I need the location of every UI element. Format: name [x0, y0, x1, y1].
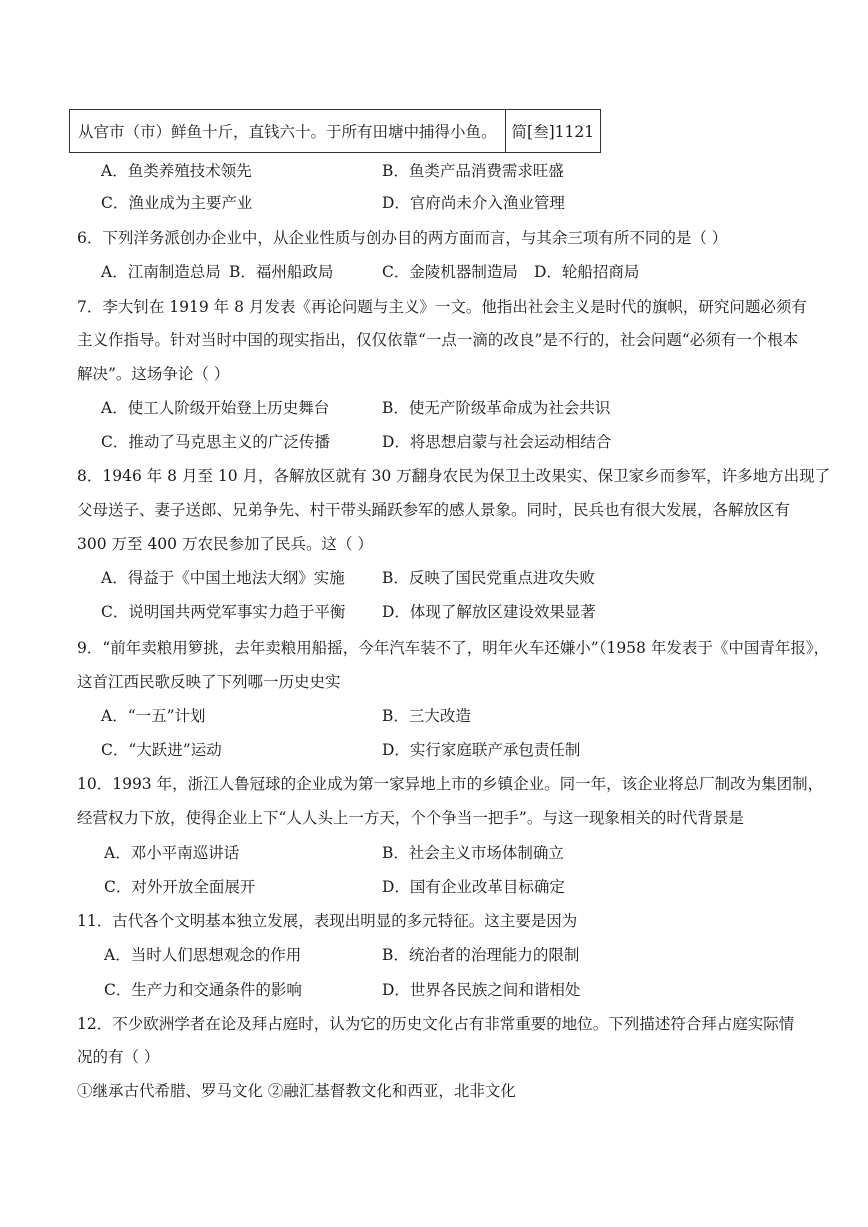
q8-stem-line3: 300 万至 400 万农民参加了民兵。这（ ）	[77, 535, 373, 553]
q10-option-a: A．邓小平南巡讲话	[104, 844, 240, 862]
q12-stem-line2: 况的有（ ）	[77, 1048, 160, 1066]
q5-option-a: A．鱼类养殖技术领先	[101, 162, 252, 180]
q6-option-b: B．福州船政局	[229, 263, 334, 281]
q10-stem-line1: 10．1993 年，浙江人鲁冠球的企业成为第一家异地上市的乡镇企业。同一年，该企业将总厂制改为集团制，	[77, 775, 824, 793]
q10-option-b: B．社会主义市场体制确立	[382, 844, 564, 862]
q7-stem-line1: 7．李大钊在 1919 年 8 月发表《再论问题与主义》一文。他指出社会主义是时代的旗帜，研究问题必须有	[77, 298, 807, 316]
q7-option-b: B．使无产阶级革命成为社会共识	[382, 399, 611, 417]
q11-option-c: C．生产力和交通条件的影响	[104, 981, 302, 999]
q9-option-b: B．三大改造	[382, 707, 471, 725]
q10-option-d: D．国有企业改革目标确定	[382, 878, 565, 896]
q8-option-d: D．体现了解放区建设效果显著	[382, 603, 596, 621]
q6-option-c: C．金陵机器制造局	[382, 263, 518, 281]
q8-stem-line2: 父母送子、妻子送郎、兄弟争先、村干带头踊跃参军的感人景象。同时，民兵也有很大发展，各解放区有	[77, 501, 791, 519]
q9-option-a: A．“一五”计划	[101, 707, 206, 725]
q5-option-b: B．鱼类产品消费需求旺盛	[382, 162, 564, 180]
q5-option-d: D．官府尚未介入渔业管理	[382, 194, 565, 212]
q7-option-a: A．使工人阶级开始登上历史舞台	[101, 399, 330, 417]
q11-stem: 11．古代各个文明基本独立发展，表现出明显的多元特征。这主要是因为	[77, 912, 578, 930]
source-ref-cell: 简[叁]1121	[505, 110, 601, 153]
q9-stem-line1: 9．“前年卖粮用箩挑，去年卖粮用船摇，今年汽车装不了，明年火车还嫌小”（1958 年发表于《中国青年报》，	[77, 639, 830, 657]
q11-option-d: D．世界各民族之间和谐相处	[382, 981, 581, 999]
q12-items: ①继承古代希腊、罗马文化 ②融汇基督教文化和西亚，北非文化	[77, 1082, 516, 1100]
q5-option-c: C．渔业成为主要产业	[101, 194, 253, 212]
q6-option-a: A．江南制造总局	[101, 263, 221, 281]
q10-stem-line2: 经营权力下放，使得企业上下“人人头上一方天，个个争当一把手”。与这一现象相关的时代背景是	[77, 809, 744, 827]
q7-stem-line2: 主义作指导。针对当时中国的现实指出，仅仅依靠“一点一滴的改良”是不行的，社会问题“必须有一个根本	[77, 331, 799, 349]
q6-stem: 6．下列洋务派创办企业中，从企业性质与创办目的两方面而言，与其余三项有所不同的是（ ）	[77, 229, 728, 247]
q9-option-c: C．“大跃进”运动	[101, 741, 222, 759]
q11-option-b: B．统治者的治理能力的限制	[382, 946, 580, 964]
q6-option-d: D．轮船招商局	[534, 263, 640, 281]
q8-option-c: C．说明国共两党军事实力趋于平衡	[101, 603, 346, 621]
source-table	[69, 109, 601, 153]
source-text-cell: 从官市（市）鲜鱼十斤，直钱六十。于所有田塘中捕得小鱼。	[70, 110, 506, 153]
q9-stem-line2: 这首江西民歌反映了下列哪一历史史实	[77, 673, 341, 691]
q7-option-d: D．将思想启蒙与社会运动相结合	[382, 433, 612, 451]
q7-stem-line3: 解决”。这场争论（ ）	[77, 365, 230, 383]
q8-option-a: A．得益于《中国土地法大纲》实施	[101, 569, 345, 587]
q11-option-a: A．当时人们思想观念的作用	[104, 946, 302, 964]
q7-option-c: C．推动了马克思主义的广泛传播	[101, 433, 330, 451]
q8-stem-line1: 8．1946 年 8 月至 10 月，各解放区就有 30 万翻身农民为保卫土改果实、保卫家乡而参军，许多地方出现了	[77, 467, 831, 485]
q10-option-c: C．对外开放全面展开	[104, 878, 256, 896]
q9-option-d: D．实行家庭联产承包责任制	[382, 741, 581, 759]
q8-option-b: B．反映了国民党重点进攻失败	[382, 569, 595, 587]
q12-stem-line1: 12．不少欧洲学者在论及拜占庭时，认为它的历史文化占有非常重要的地位。下列描述符合拜占庭实际情	[77, 1015, 795, 1033]
